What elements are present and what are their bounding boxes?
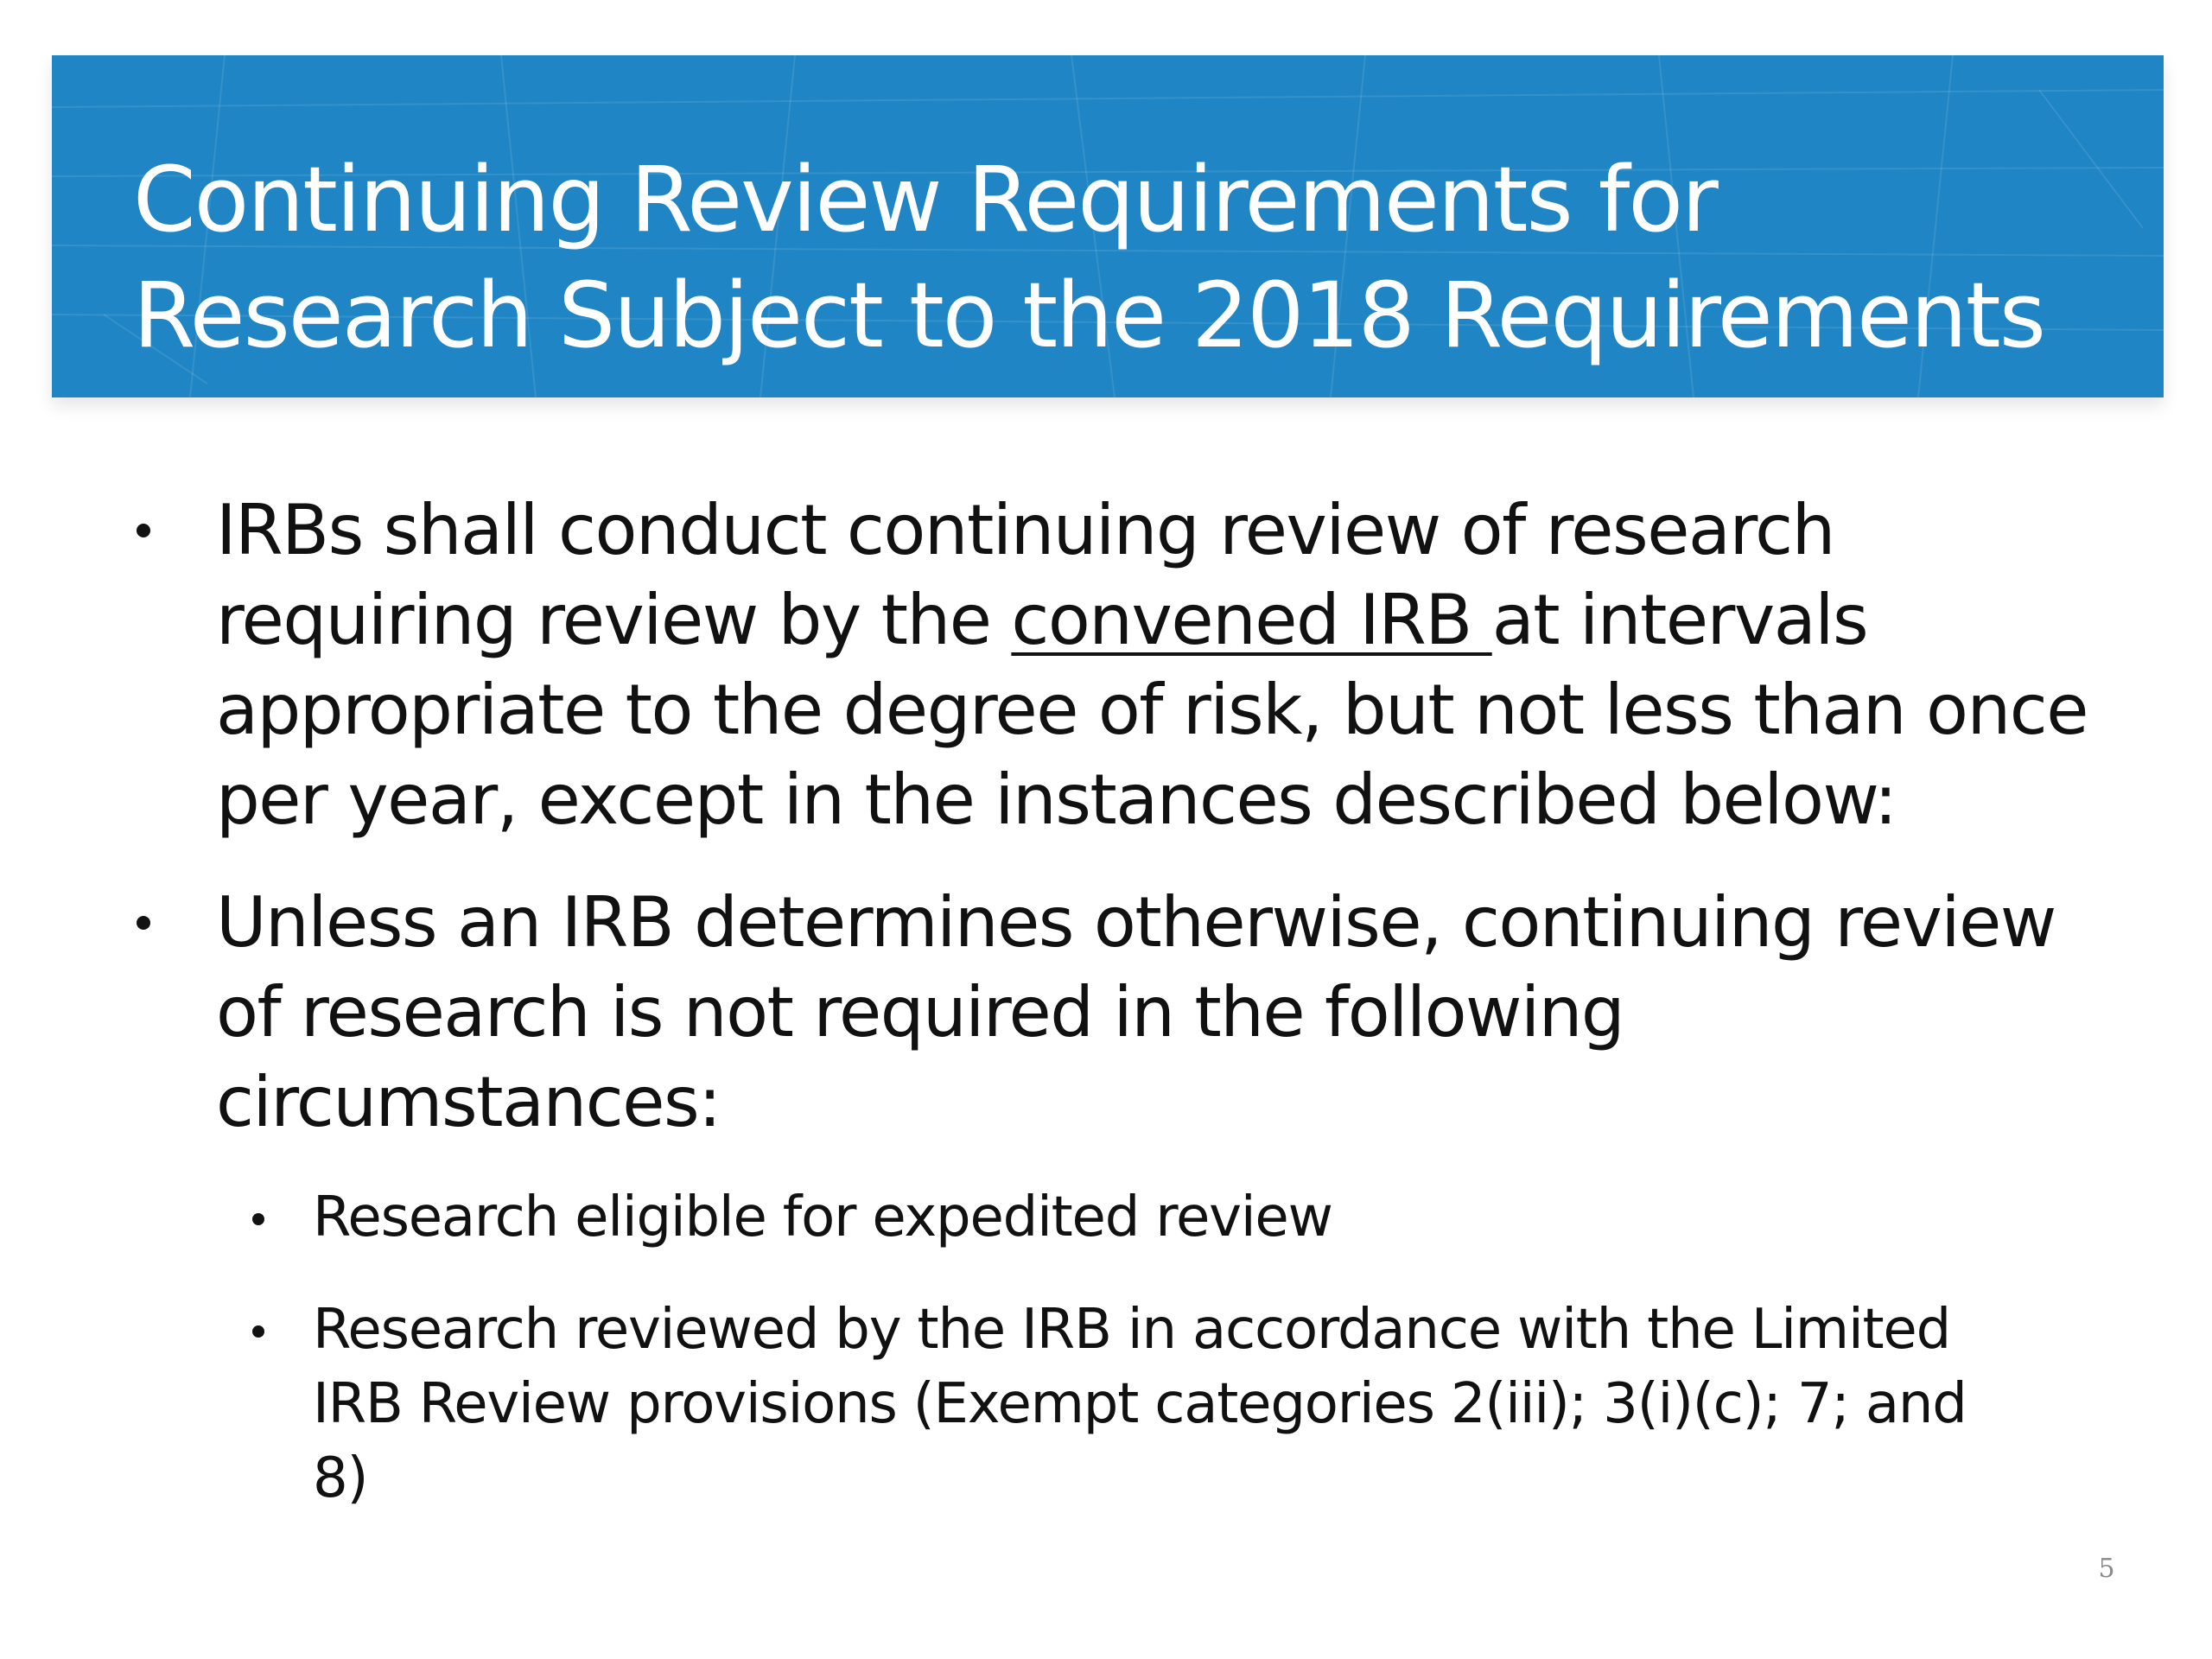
bullet-marker — [252, 1213, 264, 1225]
bullet-line — [216, 575, 2152, 665]
bullet-line: IRB Review provisions (Exempt categories 2(iii); 3(i)(c); 7; and — [313, 1372, 1967, 1436]
bullet-line: Research reviewed by the IRB in accordance with the Limited — [313, 1298, 1951, 1362]
bullet-text — [216, 878, 2152, 1147]
bullet-text — [313, 1180, 2153, 1255]
bullet-line: IRBs shall conduct continuing review of research — [216, 490, 1834, 570]
slide-title — [133, 142, 2120, 373]
bullet-text — [313, 1293, 2153, 1516]
text-segment: at intervals — [1491, 580, 1868, 660]
bullet-line: 8) — [313, 1446, 368, 1510]
bullet-marker — [252, 1325, 264, 1338]
text-segment: requiring review by the — [216, 580, 1012, 660]
bullet-marker — [137, 524, 150, 537]
title-line-1: Continuing Review Requirements for — [133, 147, 1717, 252]
bullet-line: per year, except in the instances described below: — [216, 760, 1897, 840]
bullet-line: appropriate to the degree of risk, but not less than once — [216, 670, 2088, 750]
bullet-line: of research is not required in the following — [216, 972, 1624, 1052]
bullet-text — [216, 486, 2152, 845]
underlined-term: convened IRB — [1011, 580, 1492, 660]
page-number: 5 — [2098, 1554, 2115, 1584]
bullet-line: circumstances: — [216, 1062, 721, 1142]
bullet-line: Research eligible for expedited review — [313, 1185, 1332, 1249]
bullet-marker — [137, 916, 150, 930]
bullet-line: Unless an IRB determines otherwise, continuing review — [216, 882, 2056, 963]
title-banner — [52, 55, 2164, 397]
title-line-2: Research Subject to the 2018 Requirements — [133, 263, 2044, 368]
